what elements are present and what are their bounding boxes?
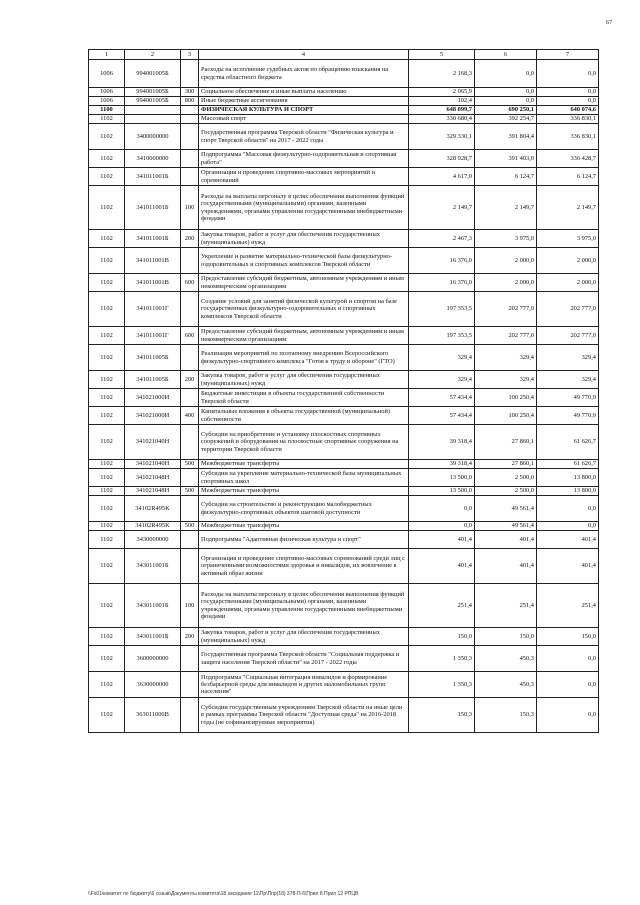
amount-year-3: 150,0 (537, 628, 599, 646)
column-header: 4 (199, 50, 409, 60)
amount-year-2: 202 777,0 (475, 292, 537, 327)
section-code: 1102 (89, 628, 125, 646)
amount-year-2: 401,4 (475, 549, 537, 584)
amount-year-2: 2 000,0 (475, 274, 537, 292)
amount-year-3: 202 777,0 (537, 292, 599, 327)
target-code: 341021040Н (125, 460, 181, 469)
column-header: 2 (125, 50, 181, 60)
table-row (89, 292, 599, 327)
table-header-row (89, 50, 599, 60)
table-row (89, 97, 599, 106)
expense-type-code (181, 115, 199, 124)
table-row (89, 407, 599, 425)
amount-year-2: 100 250,4 (475, 389, 537, 407)
section-code: 1102 (89, 531, 125, 549)
expense-type-code (181, 60, 199, 88)
section-code: 1100 (89, 106, 125, 115)
table-row (89, 549, 599, 584)
expense-type-code (181, 698, 199, 733)
item-description: Расходы на выплаты персоналу в целях обеспечения выполнения функций государственными (муниципальными) органами, казенными учреждениями, органами управления государственными внебюджетными фондами (199, 584, 409, 628)
table-row (89, 698, 599, 733)
target-code: 341011001Б (125, 168, 181, 186)
table-row (89, 274, 599, 292)
table-row (89, 60, 599, 88)
item-description: Закупка товаров, работ и услуг для обеспечения государственных (муниципальных) нужд (199, 371, 409, 389)
section-code: 1102 (89, 230, 125, 248)
amount-year-3: 0,0 (537, 496, 599, 522)
amount-year-3: 6 124,7 (537, 168, 599, 186)
expense-type-code (181, 469, 199, 487)
item-description: Организация и проведение спортивно-массовых соревнований среди лиц с ограниченными возможностями здоровья и инвалидов, их вовлечение в активный образ жизни (199, 549, 409, 584)
expense-type-code (181, 531, 199, 549)
amount-year-1: 4 617,0 (409, 168, 475, 186)
amount-year-3: 2 149,7 (537, 186, 599, 230)
item-description: Межбюджетные трансферты (199, 487, 409, 496)
column-header: 1 (89, 50, 125, 60)
amount-year-1: 39 318,4 (409, 460, 475, 469)
amount-year-2: 251,4 (475, 584, 537, 628)
table-row (89, 460, 599, 469)
target-code (125, 106, 181, 115)
amount-year-3: 0,0 (537, 97, 599, 106)
amount-year-1: 329,4 (409, 371, 475, 389)
amount-year-3: 0,0 (537, 60, 599, 88)
target-code: 34102R495K (125, 522, 181, 531)
section-code: 1102 (89, 698, 125, 733)
target-code: 341021040Н (125, 425, 181, 460)
item-description: Субсидии на укрепление материально-технической базы муниципальных спортивных школ (199, 469, 409, 487)
target-code (125, 115, 181, 124)
amount-year-3: 336 830,1 (537, 124, 599, 150)
amount-year-1: 1 350,3 (409, 672, 475, 698)
table-row (89, 646, 599, 672)
table-row (89, 584, 599, 628)
amount-year-1: 1 350,3 (409, 646, 475, 672)
amount-year-3: 401,4 (537, 531, 599, 549)
table-row (89, 469, 599, 487)
amount-year-2: 391 804,4 (475, 124, 537, 150)
item-description: Субсидии на приобретение и установку плоскостных спортивных сооружений и оборудования на плоскостные спортивные сооружения на территории Тверской области (199, 425, 409, 460)
target-code: 341021048Н (125, 487, 181, 496)
amount-year-3: 0,0 (537, 672, 599, 698)
amount-year-3: 3 975,0 (537, 230, 599, 248)
item-description: Бюджетные инвестиции в объекты государственной собственности Тверской области (199, 389, 409, 407)
expense-type-code (181, 389, 199, 407)
amount-year-1: 39 318,4 (409, 425, 475, 460)
target-code: 341011001В (125, 248, 181, 274)
expense-type-code: 500 (181, 460, 199, 469)
expense-type-code (181, 672, 199, 698)
section-code: 1102 (89, 487, 125, 496)
amount-year-1: 2 467,3 (409, 230, 475, 248)
amount-year-1: 197 353,5 (409, 292, 475, 327)
target-code: 994001005Б (125, 97, 181, 106)
amount-year-1: 328 928,7 (409, 150, 475, 168)
amount-year-1: 0,0 (409, 496, 475, 522)
table-row (89, 389, 599, 407)
target-code: 341011001Г (125, 292, 181, 327)
target-code: 34102R495K (125, 496, 181, 522)
target-code: 3400000000 (125, 124, 181, 150)
section-code: 1102 (89, 274, 125, 292)
table-row (89, 522, 599, 531)
section-code: 1102 (89, 549, 125, 584)
section-code: 1102 (89, 115, 125, 124)
section-code: 1102 (89, 292, 125, 327)
amount-year-2: 3 975,0 (475, 230, 537, 248)
amount-year-2: 150,0 (475, 628, 537, 646)
target-code: 3630000000 (125, 672, 181, 698)
amount-year-3: 202 777,0 (537, 327, 599, 345)
table-row (89, 487, 599, 496)
amount-year-1: 150,0 (409, 628, 475, 646)
item-description: Предоставление субсидий бюджетным, автономным учреждениям и иным некоммерческим организациям (199, 274, 409, 292)
section-code: 1102 (89, 496, 125, 522)
expense-type-code: 200 (181, 230, 199, 248)
expense-type-code: 500 (181, 522, 199, 531)
amount-year-2: 49 561,4 (475, 522, 537, 531)
section-code: 1102 (89, 672, 125, 698)
table-row (89, 496, 599, 522)
item-description: Расходы на исполнение судебных актов по обращению взыскания на средства областного бюджета (199, 60, 409, 88)
page-number: 67 (606, 20, 612, 26)
amount-year-1: 401,4 (409, 549, 475, 584)
target-code: 343011001Б (125, 584, 181, 628)
column-header: 3 (181, 50, 199, 60)
item-description: Массовый спорт (199, 115, 409, 124)
item-description: Закупка товаров, работ и услуг для обеспечения государственных (муниципальных) нужд (199, 230, 409, 248)
table-row (89, 186, 599, 230)
target-code: 343011001Б (125, 549, 181, 584)
item-description: Организация и проведение спортивно-массовых мероприятий и соревнований (199, 168, 409, 186)
amount-year-2: 0,0 (475, 97, 537, 106)
amount-year-1: 329,4 (409, 345, 475, 371)
amount-year-1: 648 099,7 (409, 106, 475, 115)
amount-year-3: 329,4 (537, 345, 599, 371)
target-code: 341011005Б (125, 345, 181, 371)
amount-year-3: 0,0 (537, 88, 599, 97)
amount-year-1: 150,3 (409, 698, 475, 733)
amount-year-2: 690 250,1 (475, 106, 537, 115)
target-code: 3410000000 (125, 150, 181, 168)
expense-type-code: 300 (181, 88, 199, 97)
table-row (89, 106, 599, 115)
expense-type-code (181, 425, 199, 460)
expense-type-code: 100 (181, 186, 199, 230)
item-description: Субсидии государственным учреждениям Тверской области на иные цели в рамках программы Тверской области "Доступная среда" на 2016-2018 годы (не софинансируемые мероприятия) (199, 698, 409, 733)
section-code: 1102 (89, 522, 125, 531)
expense-type-code (181, 646, 199, 672)
item-description: Подпрограмма "Социальная интеграция инвалидов и формирование безбарьерной среды для инвалидов и других маломобильных групп населения" (199, 672, 409, 698)
expense-type-code (181, 168, 199, 186)
expense-type-code: 600 (181, 327, 199, 345)
section-code: 1102 (89, 646, 125, 672)
column-header: 5 (409, 50, 475, 60)
amount-year-2: 27 860,1 (475, 425, 537, 460)
expense-type-code (181, 124, 199, 150)
amount-year-1: 13 500,0 (409, 487, 475, 496)
amount-year-2: 100 250,4 (475, 407, 537, 425)
section-code: 1102 (89, 124, 125, 150)
target-code: 994001005Б (125, 88, 181, 97)
amount-year-2: 450,3 (475, 672, 537, 698)
expense-type-code: 500 (181, 487, 199, 496)
expense-type-code (181, 345, 199, 371)
amount-year-1: 13 500,0 (409, 469, 475, 487)
table-row (89, 628, 599, 646)
section-code: 1102 (89, 168, 125, 186)
section-code: 1102 (89, 345, 125, 371)
target-code: 341021000И (125, 407, 181, 425)
amount-year-3: 336 428,7 (537, 150, 599, 168)
target-code: 341011001В (125, 274, 181, 292)
amount-year-2: 401,4 (475, 531, 537, 549)
table-row (89, 425, 599, 460)
target-code: 363011006В (125, 698, 181, 733)
amount-year-1: 57 434,4 (409, 407, 475, 425)
table-row (89, 168, 599, 186)
item-description: Межбюджетные трансферты (199, 522, 409, 531)
amount-year-1: 0,0 (409, 522, 475, 531)
amount-year-1: 102,4 (409, 97, 475, 106)
amount-year-3: 49 770,9 (537, 389, 599, 407)
item-description: Капитальные вложения в объекты государственной (муниципальной) собственности (199, 407, 409, 425)
amount-year-2: 329,4 (475, 371, 537, 389)
table-row (89, 672, 599, 698)
section-code: 1102 (89, 186, 125, 230)
amount-year-2: 0,0 (475, 60, 537, 88)
amount-year-3: 0,0 (537, 646, 599, 672)
amount-year-3: 336 830,1 (537, 115, 599, 124)
column-header: 6 (475, 50, 537, 60)
item-description: Государственная программа Тверской области "Социальная поддержка и защита населения Тверской области" на 2017 - 2022 годы (199, 646, 409, 672)
target-code: 3430000000 (125, 531, 181, 549)
amount-year-2: 2 000,0 (475, 248, 537, 274)
table-row (89, 327, 599, 345)
item-description: Расходы на выплаты персоналу в целях обеспечения выполнения функций государственными (муниципальными) органами, казенными учреждениями, органами управления государственными внебюджетными фондами (199, 186, 409, 230)
item-description: Государственная программа Тверской области "Физическая культура и спорт Тверской области" на 2017 - 2022 годы (199, 124, 409, 150)
target-code: 343011001Б (125, 628, 181, 646)
target-code: 341011001Б (125, 186, 181, 230)
budget-table (88, 49, 599, 733)
section-code: 1102 (89, 407, 125, 425)
expense-type-code: 200 (181, 628, 199, 646)
amount-year-1: 2 168,3 (409, 60, 475, 88)
amount-year-3: 13 800,0 (537, 487, 599, 496)
expense-type-code (181, 150, 199, 168)
section-code: 1102 (89, 584, 125, 628)
section-code: 1006 (89, 97, 125, 106)
section-code: 1006 (89, 60, 125, 88)
section-code: 1102 (89, 248, 125, 274)
target-code: 3600000000 (125, 646, 181, 672)
item-description: ФИЗИЧЕСКАЯ КУЛЬТУРА И СПОРТ (199, 106, 409, 115)
table-row (89, 124, 599, 150)
expense-type-code (181, 106, 199, 115)
table-row (89, 230, 599, 248)
target-code: 341021000И (125, 389, 181, 407)
expense-type-code (181, 248, 199, 274)
item-description: Укрепление и развитие материально-технической базы физкультурно-оздоровительных и спортивных комплексов Тверской области (199, 248, 409, 274)
amount-year-2: 27 860,1 (475, 460, 537, 469)
item-description: Создание условий для занятий физической культурой и спортом на базе государственных физкультурно-оздоровительных и спортивных комплексов Тверской области (199, 292, 409, 327)
section-code: 1102 (89, 460, 125, 469)
file-path-footer: \\Fs01\комитет по бюджету\6 созыв\Документы комитета\18 заседание 11\Пр\Ппр(18) 378-П-6\Прил 8 Прил 12 РПЦВ (88, 891, 359, 897)
item-description: Социальное обеспечение и иные выплаты населению (199, 88, 409, 97)
item-description: Субсидии на строительство и реконструкцию малобюджетных физкультурно-спортивных объектов шаговой доступности (199, 496, 409, 522)
item-description: Подпрограмма "Массовая физкультурно-оздоровительная и спортивная работа" (199, 150, 409, 168)
amount-year-1: 57 434,4 (409, 389, 475, 407)
expense-type-code: 600 (181, 274, 199, 292)
section-code: 1102 (89, 150, 125, 168)
expense-type-code (181, 292, 199, 327)
table-row (89, 150, 599, 168)
amount-year-2: 2 149,7 (475, 186, 537, 230)
amount-year-3: 640 074,6 (537, 106, 599, 115)
amount-year-3: 251,4 (537, 584, 599, 628)
amount-year-3: 13 800,0 (537, 469, 599, 487)
amount-year-2: 2 500,0 (475, 487, 537, 496)
target-code: 341011001Г (125, 327, 181, 345)
expense-type-code: 100 (181, 584, 199, 628)
item-description: Иные бюджетные ассигнования (199, 97, 409, 106)
section-code: 1102 (89, 469, 125, 487)
target-code: 341011001Б (125, 230, 181, 248)
target-code: 994001005Б (125, 60, 181, 88)
item-description: Закупка товаров, работ и услуг для обеспечения государственных (муниципальных) нужд (199, 628, 409, 646)
amount-year-3: 2 000,0 (537, 248, 599, 274)
amount-year-1: 16 376,0 (409, 248, 475, 274)
expense-type-code (181, 549, 199, 584)
amount-year-2: 6 124,7 (475, 168, 537, 186)
table-row (89, 531, 599, 549)
amount-year-3: 401,4 (537, 549, 599, 584)
amount-year-3: 2 000,0 (537, 274, 599, 292)
amount-year-1: 16 376,0 (409, 274, 475, 292)
item-description: Предоставление субсидий бюджетным, автономным учреждениям и иным некоммерческим организациям (199, 327, 409, 345)
item-description: Межбюджетные трансферты (199, 460, 409, 469)
amount-year-2: 49 561,4 (475, 496, 537, 522)
amount-year-3: 329,4 (537, 371, 599, 389)
table-row (89, 115, 599, 124)
section-code: 1102 (89, 425, 125, 460)
amount-year-1: 329 330,1 (409, 124, 475, 150)
amount-year-1: 2 065,9 (409, 88, 475, 97)
amount-year-2: 329,4 (475, 345, 537, 371)
table-row (89, 371, 599, 389)
amount-year-2: 202 777,0 (475, 327, 537, 345)
amount-year-2: 391 403,0 (475, 150, 537, 168)
amount-year-3: 0,0 (537, 522, 599, 531)
section-code: 1006 (89, 88, 125, 97)
section-code: 1102 (89, 389, 125, 407)
section-code: 1102 (89, 371, 125, 389)
target-code: 341021048Н (125, 469, 181, 487)
amount-year-2: 392 254,7 (475, 115, 537, 124)
target-code: 341011005Б (125, 371, 181, 389)
item-description: Подпрограмма "Адаптивная физическая культура и спорт" (199, 531, 409, 549)
amount-year-2: 150,3 (475, 698, 537, 733)
expense-type-code: 800 (181, 97, 199, 106)
expense-type-code: 200 (181, 371, 199, 389)
table-row (89, 248, 599, 274)
amount-year-1: 2 149,7 (409, 186, 475, 230)
amount-year-3: 61 626,7 (537, 425, 599, 460)
section-code: 1102 (89, 327, 125, 345)
amount-year-1: 330 680,4 (409, 115, 475, 124)
item-description: Реализация мероприятий по поэтапному внедрению Всероссийского физкультурно-спортивного комплекса "Готов к труду и обороне" (ГТО) (199, 345, 409, 371)
expense-type-code (181, 496, 199, 522)
amount-year-3: 49 770,9 (537, 407, 599, 425)
amount-year-1: 251,4 (409, 584, 475, 628)
amount-year-2: 2 500,0 (475, 469, 537, 487)
amount-year-2: 0,0 (475, 88, 537, 97)
amount-year-1: 197 353,5 (409, 327, 475, 345)
table-row (89, 88, 599, 97)
column-header: 7 (537, 50, 599, 60)
expense-type-code: 400 (181, 407, 199, 425)
amount-year-3: 61 626,7 (537, 460, 599, 469)
amount-year-3: 0,0 (537, 698, 599, 733)
amount-year-1: 401,4 (409, 531, 475, 549)
amount-year-2: 450,3 (475, 646, 537, 672)
table-row (89, 345, 599, 371)
